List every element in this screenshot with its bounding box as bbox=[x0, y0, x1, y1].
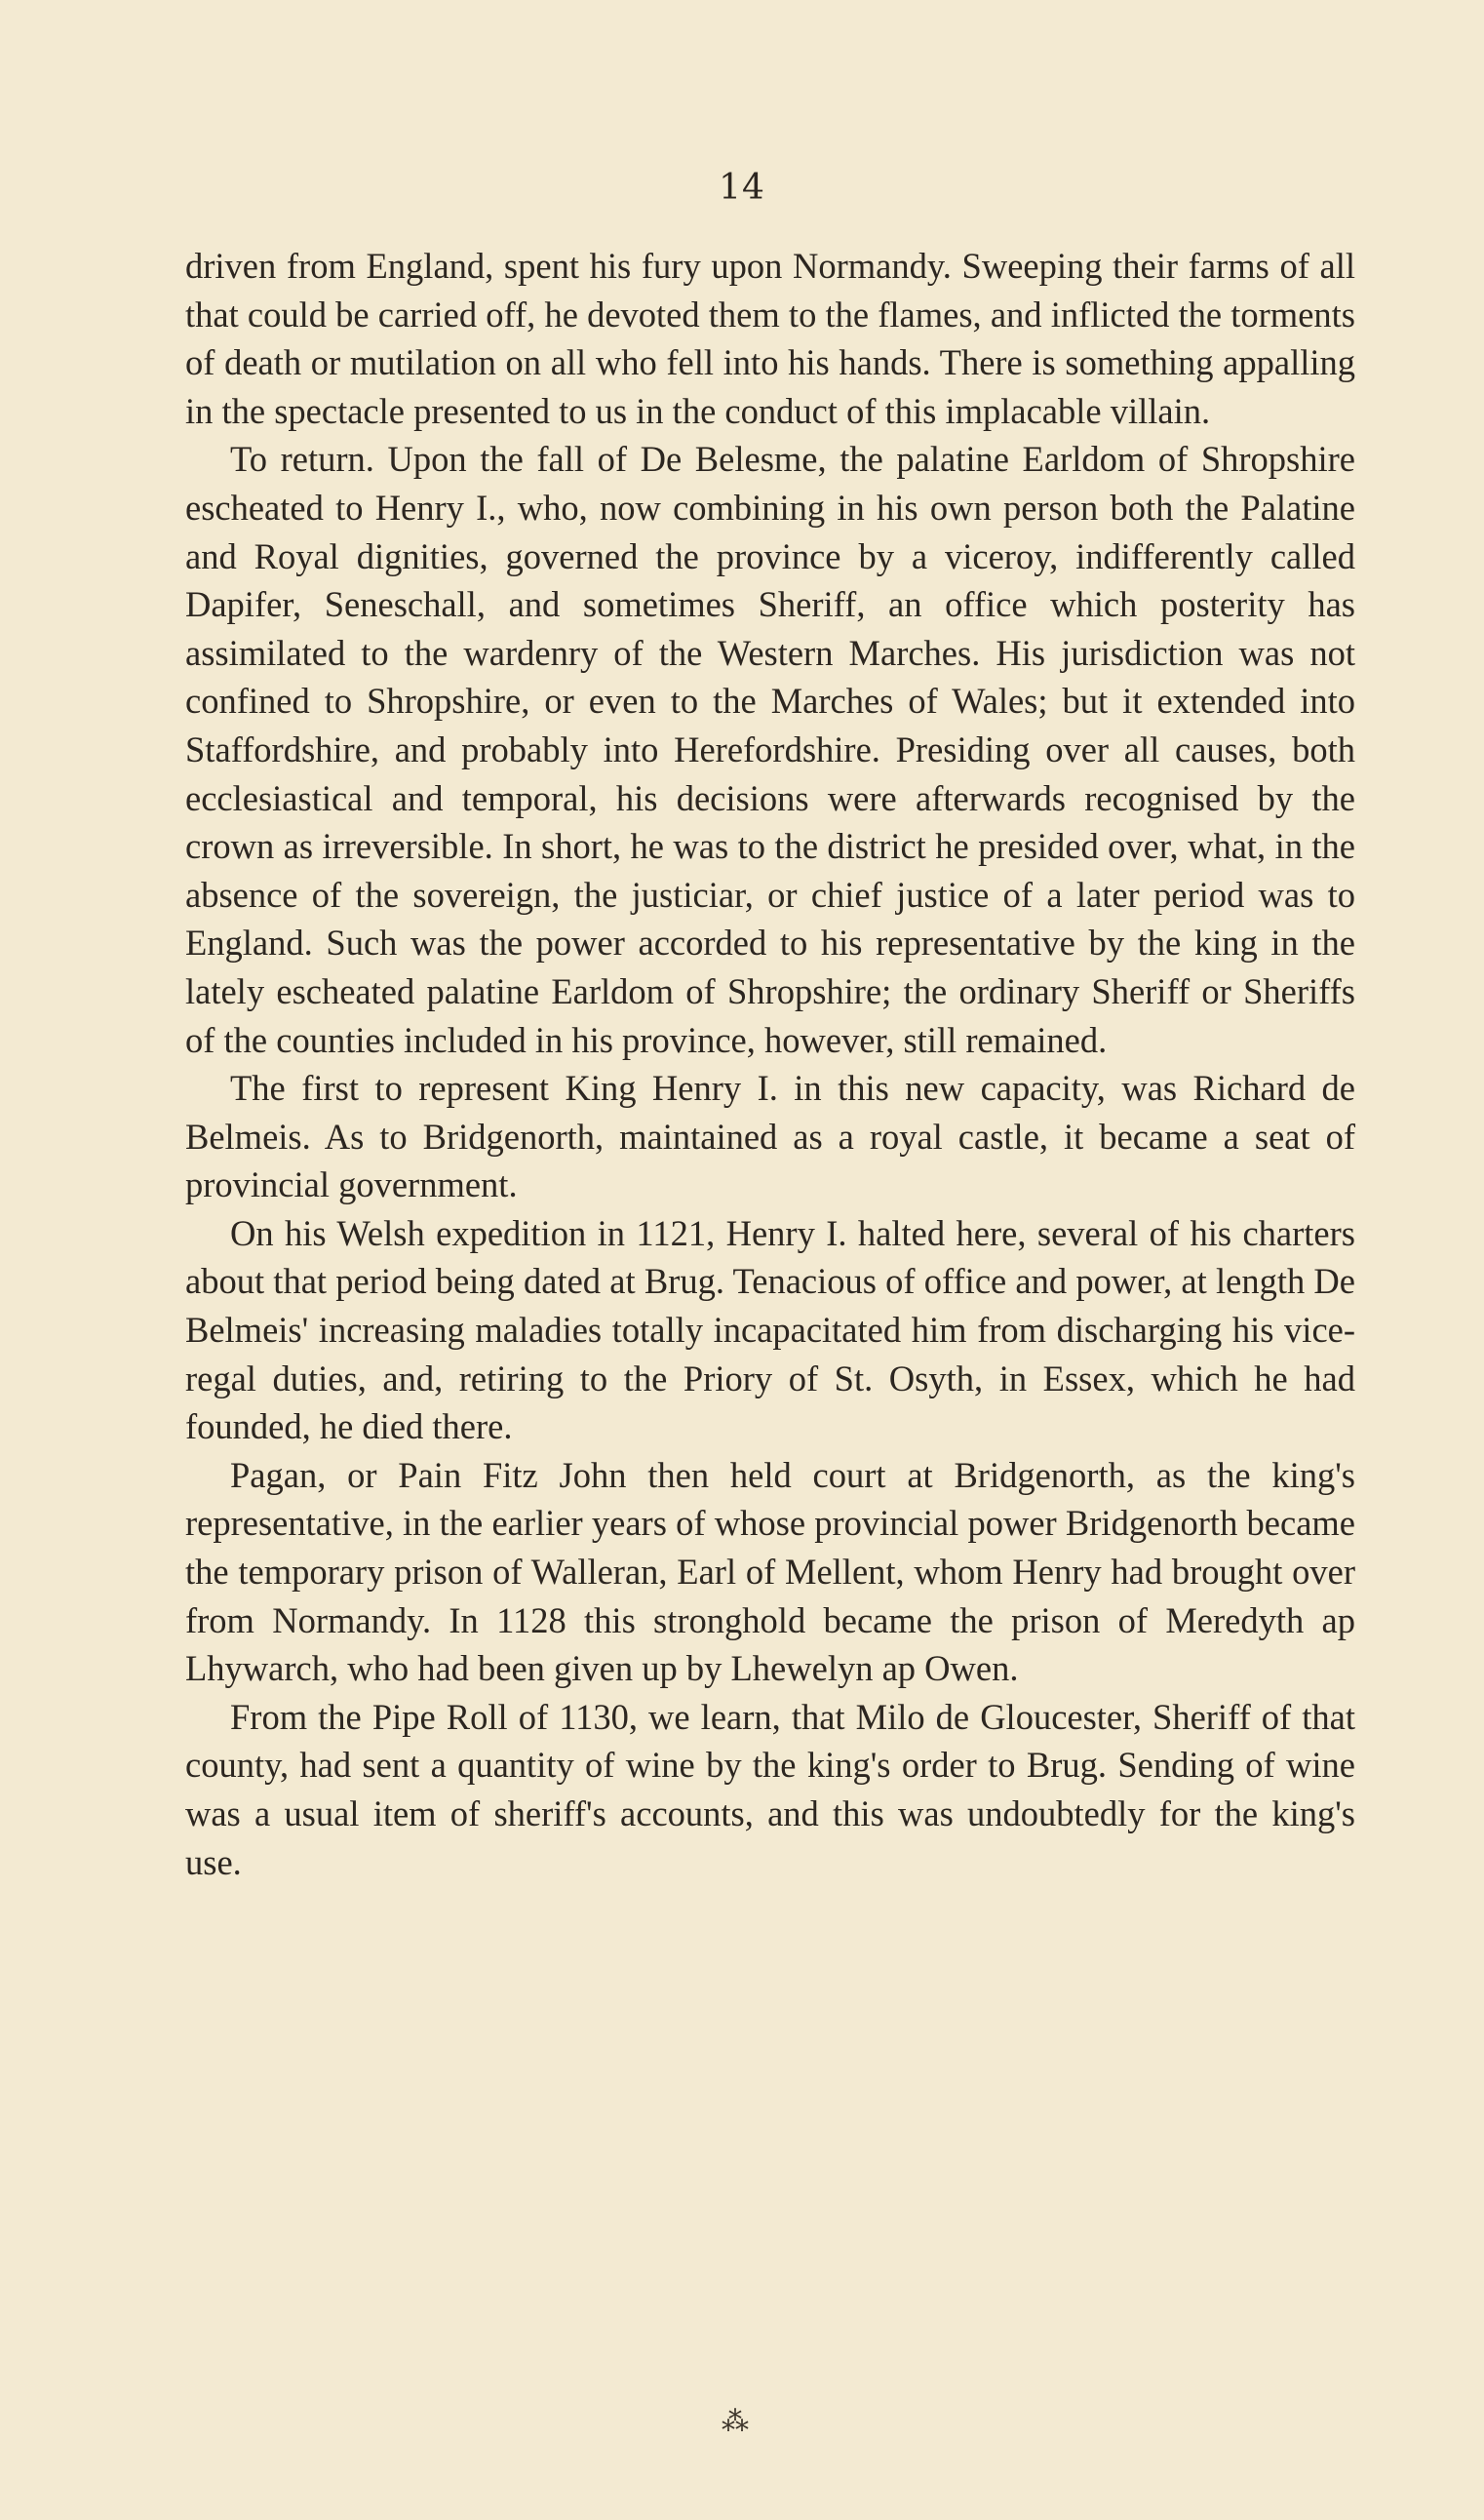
page-number: 14 bbox=[719, 168, 765, 208]
paragraph-5: Pagan, or Pain Fitz John then held court at Bridgenorth, as the king's representative, in the earlier years of whose provincial power Bridgenorth became the temporary prison of Walleran, Earl of Mellent, whom Henry had brought over from Normandy. In 1128 this stronghold became the prison of Meredyth ap Lhywarch, who had been given up by Lhewelyn ap Owen. bbox=[185, 1454, 1355, 1689]
paragraph-4: On his Welsh expedition in 1121, Henry I. halted here, several of his charters about that period being dated at Brug. Tenacious of office and power, at length De Belmeis' increasing maladies totally incapacitated him from discharging his vice-regal duties, and, retiring to the Priory of St. Osyth, in Essex, which he had founded, he died there. bbox=[185, 1212, 1355, 1447]
paragraph-6: From the Pipe Roll of 1130, we learn, that Milo de Gloucester, Sheriff of that county, had sent a quantity of wine by the king's order to Brug. Sending of wine was a usual item of sheriff's accounts, and this was undoubtedly for the king's use. bbox=[185, 1696, 1355, 1882]
body-text bbox=[185, 242, 1355, 1886]
footer-mark: ⁂ bbox=[722, 2405, 749, 2437]
paragraph-3: The first to represent King Henry I. in this new capacity, was Richard de Belmeis. As to Bridgenorth, maintained as a royal castle, it became a seat of provincial government. bbox=[185, 1068, 1355, 1205]
paragraph-1: driven from England, spent his fury upon Normandy. Sweeping their farms of all that could be carried off, he devoted them to the flames, and inflicted the torments of death or mutilation on all who fell into his hands. There is something appalling in the spectacle presented to us in the conduct of this implacable villain. bbox=[185, 246, 1355, 431]
paragraph-2: To return. Upon the fall of De Belesme, the palatine Earldom of Shropshire escheated to Henry I., who, now combining in his own person both the Palatine and Royal dignities, governed the province by a viceroy, indifferently called Dapifer, Seneschall, and sometimes Sheriff, an office which posterity has assimilated to the wardenry of the Western Marches. His jurisdiction was not confined to Shropshire, or even to the Marches of Wales; but it extended into Staffordshire, and probably into Herefordshire. Presiding over all causes, both ecclesiastical and temporal, his decisions were afterwards recognised by the crown as irreversible. In short, he was to the district he presided over, what, in the absence of the sovereign, the justiciar, or chief justice of a later period was to England. Such was the power accorded to his representative by the king in the lately escheated palatine Earldom of Shropshire; the ordinary Sheriff or Sheriffs of the counties included in his province, however, still remained. bbox=[185, 439, 1355, 1060]
